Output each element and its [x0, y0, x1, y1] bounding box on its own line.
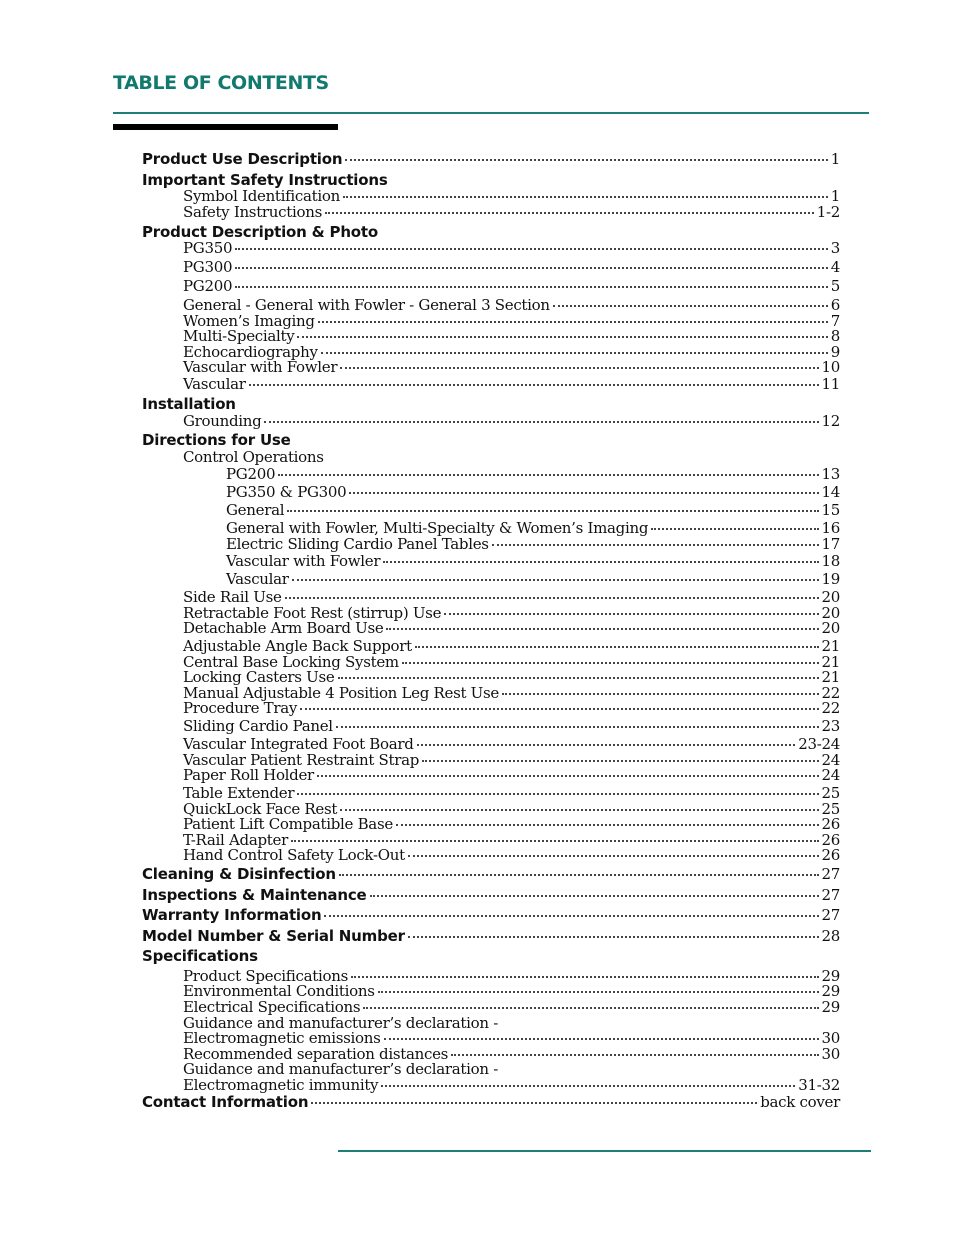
- toc-page-number: 23-24: [798, 735, 840, 753]
- dot-leader: [321, 352, 828, 354]
- dot-leader: [297, 793, 818, 795]
- toc-page-number: 30: [821, 1045, 840, 1063]
- toc-page-number: 1: [830, 150, 840, 168]
- dot-leader: [422, 760, 818, 762]
- dot-leader: [317, 775, 819, 777]
- toc-entry-label: Electrical Specifications: [183, 998, 361, 1016]
- page-title: TABLE OF CONTENTS: [113, 72, 329, 94]
- toc-entry: [226, 483, 840, 501]
- toc-entry-label: Vascular with Fowler: [226, 552, 381, 570]
- toc-page-number: 30: [821, 1029, 840, 1047]
- toc-entry-label: General: [226, 501, 285, 519]
- toc-entry: [142, 395, 236, 413]
- toc-entry: [183, 846, 840, 864]
- dot-leader: [408, 936, 819, 938]
- toc-entry-label: Hand Control Safety Lock-Out: [183, 846, 405, 864]
- toc-entry-label: Guidance and manufacturer’s declaration -: [183, 1060, 498, 1078]
- toc-page-number: 16: [821, 519, 840, 537]
- dot-leader: [370, 895, 819, 897]
- dot-leader: [278, 474, 818, 476]
- dot-leader: [340, 367, 818, 369]
- toc-entry-label: Important Safety Instructions: [142, 171, 388, 189]
- footer-rule: [338, 1150, 871, 1152]
- toc-entry: [142, 927, 840, 945]
- toc-entry-label: Safety Instructions: [183, 203, 322, 221]
- toc-entry: [142, 906, 840, 924]
- dot-leader: [297, 336, 827, 338]
- dot-leader: [444, 613, 818, 615]
- toc-entry-label: Paper Roll Holder: [183, 766, 314, 784]
- dot-leader: [300, 708, 818, 710]
- dot-leader: [235, 248, 828, 250]
- toc-entry-label: PG200: [226, 465, 276, 483]
- toc-entry-label: Vascular: [226, 570, 289, 588]
- toc-entry-label: Specifications: [142, 947, 258, 965]
- dot-leader: [291, 840, 819, 842]
- toc-entry-label: Vascular Integrated Foot Board: [183, 735, 414, 753]
- toc-entry: [226, 552, 840, 570]
- toc-page-number: 8: [830, 327, 840, 345]
- toc-page-number: 15: [821, 501, 840, 519]
- toc-entry-label: Adjustable Angle Back Support: [183, 637, 412, 655]
- toc-entry-label: Retractable Foot Rest (stirrup) Use: [183, 604, 442, 622]
- toc-entry-label: Procedure Tray: [183, 699, 298, 717]
- dot-leader: [381, 1085, 795, 1087]
- toc-entry-label: PG350: [183, 239, 233, 257]
- toc-page-number: 20: [821, 619, 840, 637]
- toc-page-number: 13: [821, 465, 840, 483]
- dot-leader: [408, 855, 819, 857]
- toc-entry-label: Environmental Conditions: [183, 982, 375, 1000]
- dot-leader: [492, 544, 819, 546]
- dot-leader: [349, 492, 818, 494]
- toc-entry: [183, 203, 840, 221]
- dot-leader: [264, 421, 818, 423]
- dot-leader: [318, 321, 828, 323]
- toc-entry-label: Vascular: [183, 375, 246, 393]
- dot-leader: [363, 1007, 818, 1009]
- toc-page-number: 7: [830, 312, 840, 330]
- toc-page-number: 29: [821, 998, 840, 1016]
- toc-entry-label: Contact Information: [142, 1093, 309, 1111]
- dot-leader: [553, 305, 828, 307]
- toc-page-number: 29: [821, 982, 840, 1000]
- dot-leader: [235, 286, 828, 288]
- toc-entry-label: Patient Lift Compatible Base: [183, 815, 393, 833]
- toc-entry-label: PG350 & PG300: [226, 483, 347, 501]
- toc-entry: [183, 448, 324, 466]
- toc-page-number: 26: [821, 815, 840, 833]
- toc-entry-label: Control Operations: [183, 448, 324, 466]
- toc-page-number: 18: [821, 552, 840, 570]
- dot-leader: [339, 874, 819, 876]
- toc-entry: [183, 277, 840, 295]
- toc-entry: [183, 766, 840, 784]
- dot-leader: [383, 561, 818, 563]
- toc-entry-label: Recommended separation distances: [183, 1045, 449, 1063]
- toc-entry-label: General with Fowler, Multi-Specialty & Women’s Imaging: [226, 519, 649, 537]
- toc-entry: [183, 699, 840, 717]
- toc-page-number: 12: [821, 412, 840, 430]
- toc-page-number: 9: [830, 343, 840, 361]
- dot-leader: [235, 267, 828, 269]
- dot-leader: [415, 646, 819, 648]
- toc-entry-label: Detachable Arm Board Use: [183, 619, 384, 637]
- toc-page-number: 27: [821, 886, 840, 904]
- toc-entry: [183, 258, 840, 276]
- toc-page-number: 24: [821, 766, 840, 784]
- toc-entry: [142, 150, 840, 168]
- toc-entry: [142, 886, 840, 904]
- toc-entry-label: Inspections & Maintenance: [142, 886, 367, 904]
- toc-page-number: 3: [830, 239, 840, 257]
- dot-leader: [249, 384, 819, 386]
- toc-entry-label: PG200: [183, 277, 233, 295]
- toc-page-number: 26: [821, 846, 840, 864]
- toc-page-number: 6: [830, 296, 840, 314]
- toc-page-number: 25: [821, 800, 840, 818]
- toc-entry: [226, 570, 840, 588]
- toc-entry-label: Vascular with Fowler: [183, 358, 338, 376]
- toc-page-number: back cover: [760, 1093, 840, 1111]
- toc-entry-label: Directions for Use: [142, 431, 291, 449]
- toc-page-number: 19: [821, 570, 840, 588]
- dot-leader: [336, 726, 819, 728]
- dot-leader: [651, 528, 818, 530]
- toc-entry-label: Vascular Patient Restraint Strap: [183, 751, 420, 769]
- toc-entry-label: QuickLock Face Rest: [183, 800, 338, 818]
- toc-entry-label: Side Rail Use: [183, 588, 282, 606]
- toc-entry: [183, 239, 840, 257]
- toc-page-number: 31-32: [798, 1076, 840, 1094]
- toc-page-number: 1: [830, 187, 840, 205]
- toc-entry-label: PG300: [183, 258, 233, 276]
- dot-leader: [351, 976, 818, 978]
- toc-entry: [142, 431, 291, 449]
- toc-page-number: 20: [821, 604, 840, 622]
- toc-page-number: 27: [821, 865, 840, 883]
- toc-entry-label: Women’s Imaging: [183, 312, 315, 330]
- dot-leader: [324, 915, 818, 917]
- toc-entry: [183, 375, 840, 393]
- dot-leader: [287, 510, 818, 512]
- toc-entry: [183, 358, 840, 376]
- toc-page-number: 11: [821, 375, 840, 393]
- toc-page-number: 4: [830, 258, 840, 276]
- toc-page-number: 20: [821, 588, 840, 606]
- toc-entry: [226, 535, 840, 553]
- toc-entry-label: Echocardiography: [183, 343, 318, 361]
- dot-leader: [311, 1102, 757, 1104]
- toc-entry-label: Cleaning & Disinfection: [142, 865, 336, 883]
- toc-entry-label: Guidance and manufacturer’s declaration -: [183, 1014, 498, 1032]
- toc-entry: [183, 1076, 840, 1094]
- toc-page-number: 21: [821, 637, 840, 655]
- dot-leader: [292, 579, 819, 581]
- toc-entry: [226, 501, 840, 519]
- toc-entry-label: Locking Casters Use: [183, 668, 335, 686]
- toc-page-number: 21: [821, 653, 840, 671]
- dot-leader: [343, 196, 828, 198]
- dot-leader: [402, 662, 819, 664]
- toc-entry: [142, 947, 258, 965]
- toc-page-number: 22: [821, 684, 840, 702]
- toc-entry-label: Sliding Cardio Panel: [183, 717, 333, 735]
- toc-entry-label: Product Description & Photo: [142, 223, 378, 241]
- toc-entry: [142, 865, 840, 883]
- toc-entry-label: T-Rail Adapter: [183, 831, 288, 849]
- toc-entry-label: General - General with Fowler - General 3 Section: [183, 296, 550, 314]
- toc-page-number: 10: [821, 358, 840, 376]
- toc-page-number: 14: [821, 483, 840, 501]
- dot-leader: [386, 628, 818, 630]
- toc-entry-label: Product Use Description: [142, 150, 343, 168]
- dot-leader: [417, 744, 796, 746]
- toc-entry: [226, 465, 840, 483]
- dot-leader: [396, 824, 819, 826]
- toc-entry-label: Model Number & Serial Number: [142, 927, 405, 945]
- toc-entry-label: Electromagnetic immunity: [183, 1076, 379, 1094]
- dot-leader: [340, 809, 818, 811]
- toc-entry: [183, 412, 840, 430]
- dot-leader: [345, 159, 827, 161]
- toc-entry-label: Central Base Locking System: [183, 653, 399, 671]
- dot-leader: [384, 1038, 819, 1040]
- dot-leader: [325, 212, 814, 214]
- toc-entry-label: Multi-Specialty: [183, 327, 295, 345]
- toc-page-number: 17: [821, 535, 840, 553]
- toc-entry-label: Grounding: [183, 412, 262, 430]
- toc-page-number: 22: [821, 699, 840, 717]
- dot-leader: [285, 597, 819, 599]
- toc-entry-label: Installation: [142, 395, 236, 413]
- toc-entry-label: Symbol Identification: [183, 187, 340, 205]
- toc-page-number: 5: [830, 277, 840, 295]
- toc-entry-label: Electromagnetic emissions: [183, 1029, 381, 1047]
- toc-page-number: 24: [821, 751, 840, 769]
- toc-entry-label: Manual Adjustable 4 Position Leg Rest Use: [183, 684, 499, 702]
- toc-entry-label: Electric Sliding Cardio Panel Tables: [226, 535, 489, 553]
- dot-leader: [451, 1054, 818, 1056]
- toc-entry: [183, 717, 840, 735]
- toc-page-number: 26: [821, 831, 840, 849]
- toc-entry-label: Product Specifications: [183, 967, 349, 985]
- toc-entry-label: Warranty Information: [142, 906, 322, 924]
- toc-entry: [142, 1093, 840, 1111]
- dot-leader: [338, 677, 819, 679]
- toc-page-number: 25: [821, 784, 840, 802]
- toc-page-number: 27: [821, 906, 840, 924]
- toc-page-number: 28: [821, 927, 840, 945]
- dot-leader: [502, 693, 819, 695]
- toc-page-number: 21: [821, 668, 840, 686]
- toc-page-number: 1-2: [816, 203, 840, 221]
- toc-page-number: 23: [821, 717, 840, 735]
- dot-leader: [378, 991, 819, 993]
- toc-entry: [183, 619, 840, 637]
- toc-entry-label: Table Extender: [183, 784, 295, 802]
- toc-page-number: 29: [821, 967, 840, 985]
